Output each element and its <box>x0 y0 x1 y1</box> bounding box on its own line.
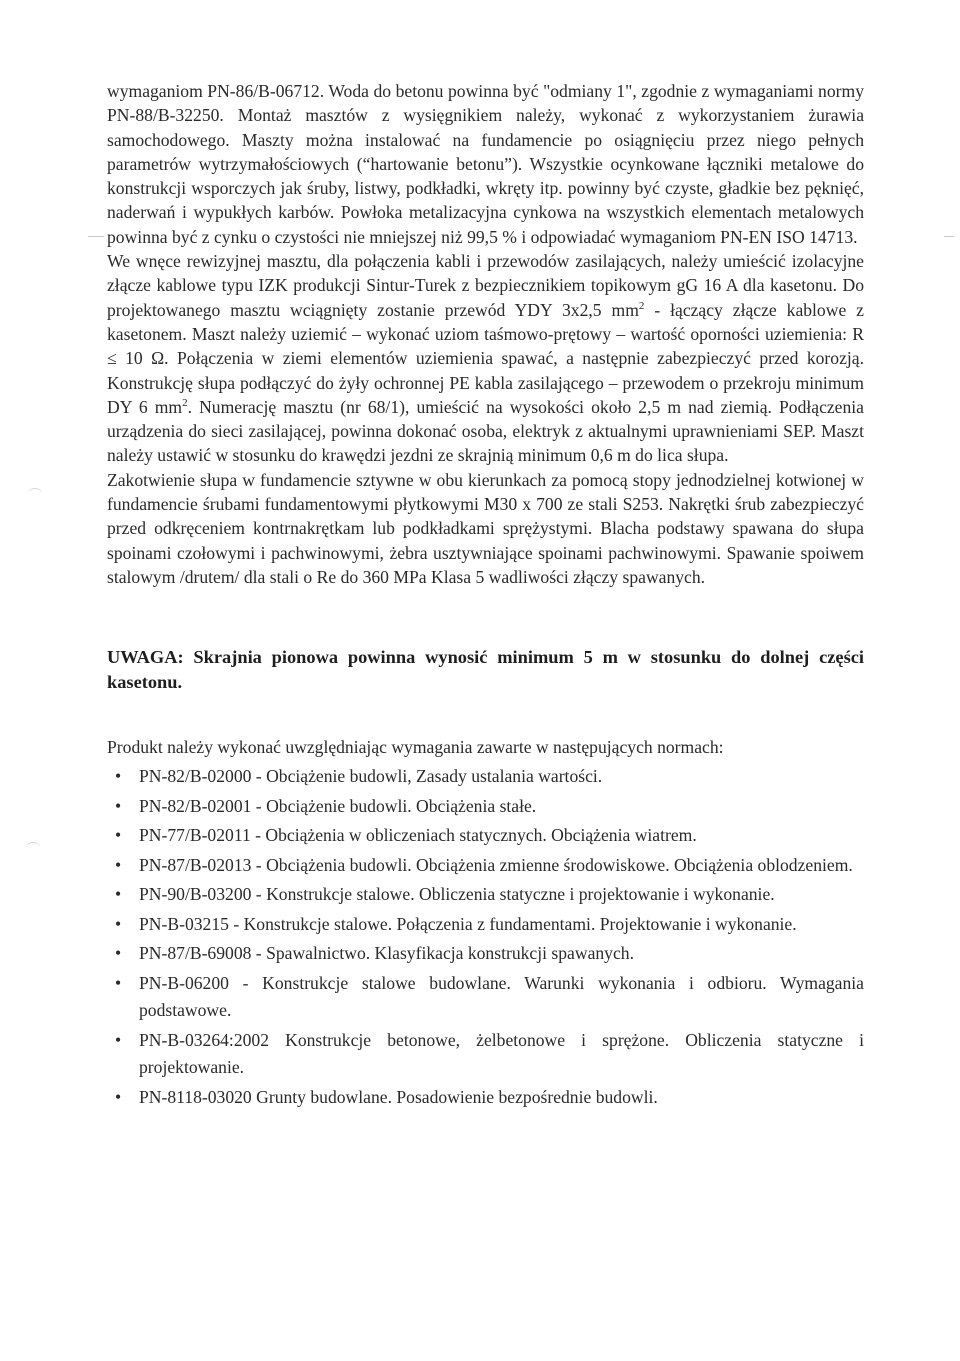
paragraph-1 <box>107 79 864 249</box>
scan-artifact-2 <box>26 842 40 853</box>
scan-artifact-1 <box>28 488 42 499</box>
paragraph-2-text-a: We wnęce rewizyjnej masztu, dla połączenia kabli i przewodów zasilających, należy umieścić izolacyjne złącze kablowe typu IZK produkcji Sintur-Turek z bezpiecznikiem topikowym gG 16 A dla kasetonu. Do projektowanego masztu wciągnięty zostanie przewód YDY 3x2,5 mm <box>107 251 864 320</box>
bullet-icon: • <box>115 766 122 786</box>
superscript-2: 2 <box>182 397 188 409</box>
scan-mark-right <box>944 236 954 237</box>
bullet-icon: • <box>115 1029 122 1050</box>
bullet-icon: • <box>115 795 122 816</box>
bullet-icon: • <box>115 972 122 993</box>
warning-note: UWAGA: Skrajnia pionowa powinna wynosić minimum 5 m w stosunku do dolnej części kasetonu. <box>107 647 864 692</box>
norm-text: PN-B-03215 - Konstrukcje stalowe. Połączenia z fundamentami. Projektowanie i wykonanie. <box>139 913 797 934</box>
norm-text: PN-82/B-02001 - Obciążenie budowli. Obciążenia stałe. <box>139 795 537 816</box>
superscript-2: 2 <box>638 299 645 312</box>
paragraph-1-text: wymaganiom PN-86/B-06712. Woda do betonu powinna być "odmiany 1", zgodnie z wymaganiami normy PN-88/B-32250. Montaż masztów z wysięgnikiem należy, wykonać z wykorzystaniem żurawia samochodowego. Maszty można instalować na fundamencie po osiągnięciu przez niego pełnych parametrów wytrzymałościowych (“hartowanie betonu”). Wszystkie ocynkowane łączniki metalowe do konstrukcji wsporczych jak śruby, listwy, podkładki, wkręty itp. powinny być czyste, gładkie bez pęknięć, naderwań i wypukłych karbów. Powłoka metalizacyjna cynkowa na wszystkich elementach metalowych powinna być z cynku o czystości nie mniejszej niż 99,5 % i odpowiadać wymaganiom PN-EN ISO 14713. <box>107 81 864 247</box>
bullet-icon: • <box>115 825 122 845</box>
paragraph-3-text: Zakotwienie słupa w fundamencie sztywne w obu kierunkach za pomocą stopy jednodzielnej kotwionej w fundamencie śrubami fundamentowymi płytkowymi M30 x 700 ze stali S253. Nakrętki śrub zabezpieczyć przed odkręceniem kontrnakrętkam lub podkładkami sprężystymi. Blacha podstawy spawana do słupa spoinami czołowymi i pachwinowymi, żebra usztywniające spoinami pachwinowymi. Spawanie spoiwem stalowym /drutem/ dla stali o Re do 360 MPa Klasa 5 wadliwości złączy spawanych. <box>107 469 864 587</box>
paragraph-2 <box>107 249 864 468</box>
norm-text: PN-87/B-69008 - Spawalnictwo. Klasyfikacja konstrukcji spawanych. <box>139 943 634 963</box>
list-item <box>107 793 864 821</box>
list-item <box>107 852 864 880</box>
body-text <box>107 79 864 589</box>
bullet-icon: • <box>115 913 122 934</box>
list-item <box>107 881 864 909</box>
bullet-icon: • <box>115 1086 122 1107</box>
list-item <box>107 763 864 791</box>
bullet-icon: • <box>115 884 122 904</box>
bullet-icon: • <box>115 854 122 875</box>
paragraph-3 <box>107 468 864 589</box>
norm-text: PN-B-03264:2002 Konstrukcje betonowe, żelbetonowe i sprężone. Obliczenia statyczne i projektowanie. <box>139 1029 864 1077</box>
bullet-icon: • <box>115 943 122 963</box>
norms-list <box>107 763 864 1113</box>
list-item <box>107 1027 864 1082</box>
paragraph-2-text-c: . Numerację masztu (nr 68/1), umieścić na wysokości około 2,5 m nad ziemią. Podłączenia urządzenia do sieci zasilającej, powinna dokonać osoba, elektryk z aktualnymi uprawnieniami SEP. Maszt należy ustawić w stosunku do krawędzi jezdni ze skrajnią minimum 0,6 m do lica słupa. <box>107 396 864 466</box>
scan-mark-left <box>88 236 104 237</box>
list-item <box>107 1084 864 1112</box>
list-item <box>107 940 864 968</box>
norm-text: PN-82/B-02000 - Obciążenie budowli, Zasady ustalania wartości. <box>139 766 603 786</box>
norm-text: PN-90/B-03200 - Konstrukcje stalowe. Obliczenia statyczne i projektowanie i wykonanie. <box>139 884 775 904</box>
norm-text: PN-87/B-02013 - Obciążenia budowli. Obciążenia zmienne środowiskowe. Obciążenia oblodzeniem. <box>139 854 853 875</box>
norm-text: PN-77/B-02011 - Obciążenia w obliczeniach statycznych. Obciążenia wiatrem. <box>139 825 697 845</box>
list-item <box>107 911 864 939</box>
norm-text: PN-8118-03020 Grunty budowlane. Posadowienie bezpośrednie budowli. <box>139 1086 658 1107</box>
list-item <box>107 822 864 850</box>
paragraph-2-text-b: - łączący złącze kablowe z kasetonem. Maszt należy uziemić – wykonać uziom taśmowo-prętowy – wartość oporności uziemienia: R ≤ 10 Ω. Połączenia w ziemi elementów uziemienia spawać, a następnie zabezpieczyć przed korozją. Konstrukcję słupa podłączyć do żyły ochronnej PE kabla zasilającego – przewodem o przekroju minimum DY 6 mm <box>107 299 864 417</box>
list-item <box>107 970 864 1025</box>
norms-intro: Produkt należy wykonać uwzględniając wymagania zawarte w następujących normach: <box>107 737 724 757</box>
norm-text: PN-B-06200 - Konstrukcje stalowe budowlane. Warunki wykonania i odbioru. Wymagania podstawowe. <box>139 972 864 1020</box>
